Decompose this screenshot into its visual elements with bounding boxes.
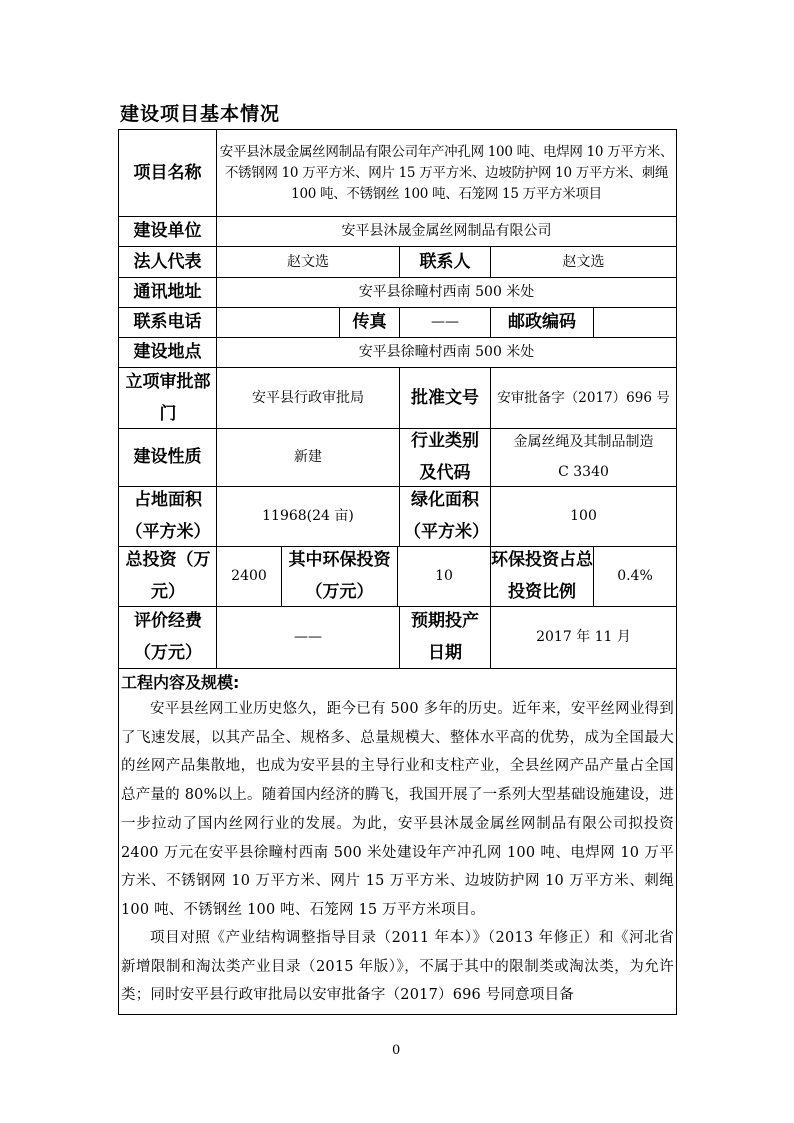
approval-no-value: 安审批备字（2017）696 号 bbox=[497, 389, 670, 406]
legal-rep-label: 法人代表 bbox=[133, 251, 202, 272]
nature-value: 新建 bbox=[294, 449, 322, 465]
project-info-table bbox=[118, 129, 677, 1015]
page-title: 建设项目基本情况 bbox=[120, 103, 281, 125]
prod-date-value: 2017 年 11 月 bbox=[536, 629, 631, 645]
nature-label: 建设性质 bbox=[133, 447, 202, 467]
legal-rep-value: 赵文选 bbox=[287, 253, 329, 270]
env-invest-value: 10 bbox=[435, 568, 453, 584]
section-title: 工程内容及规模: bbox=[121, 673, 240, 692]
address-value: 安平县徐疃村西南 500 米处 bbox=[358, 284, 535, 300]
industry-value bbox=[491, 428, 676, 486]
description-paragraph: 项目对照《产业结构调整指导目录（2011 年本）》（2013 年修正）和《河北省新增限制和淘汰类产业目录（2015 年版）》，不属于其中的限制类或淘汰类，为允许类；同时安平县行政审批局以安审批备字（2017）696 号同意项目备 bbox=[121, 930, 674, 1004]
page-number: 0 bbox=[392, 1043, 401, 1058]
eval-fee-label: 评价经费（万元） bbox=[134, 611, 202, 663]
postcode-label: 邮政编码 bbox=[508, 312, 576, 332]
contact-label: 联系人 bbox=[419, 251, 471, 272]
invest-label: 总投资（万元） bbox=[125, 550, 211, 602]
prod-date-label: 预期投产日期 bbox=[411, 611, 479, 663]
industry-code: C 3340 bbox=[558, 464, 609, 480]
approval-dept-value: 安平县行政审批局 bbox=[252, 389, 364, 406]
builder-label: 建设单位 bbox=[133, 221, 202, 241]
eval-fee-value: —— bbox=[294, 629, 322, 645]
project-name-value: 安平县沐晟金属丝网制品有限公司年产冲孔网 100 吨、电焊网 10 万平方米、不锈钢网 10 万平方米、网片 15 万平方米、边坡防护网 10 万平方米、刺绳 100 吨、不锈钢丝 100 吨、石笼网 15 万平方米项目 bbox=[219, 143, 674, 202]
env-ratio-value: 0.4% bbox=[617, 568, 653, 584]
industry-label: 行业类别及代码 bbox=[411, 431, 479, 483]
fax-value: —— bbox=[431, 314, 459, 330]
col-divider bbox=[399, 606, 400, 668]
green-label: 绿化面积（平方米） bbox=[404, 490, 489, 542]
site-value: 安平县徐疃村西南 500 米处 bbox=[358, 344, 535, 360]
phone-value bbox=[217, 307, 339, 337]
invest-value: 2400 bbox=[231, 568, 267, 584]
project-name-label: 项目名称 bbox=[133, 163, 202, 183]
approval-dept-label: 立项审批部门 bbox=[125, 371, 211, 424]
env-invest-label: 其中环保投资（万元） bbox=[288, 550, 391, 602]
area-value: 11968(24 亩) bbox=[262, 508, 354, 524]
area-label: 占地面积（平方米） bbox=[125, 490, 211, 542]
contact-value: 赵文选 bbox=[562, 253, 605, 270]
fax-label: 传真 bbox=[352, 312, 387, 332]
site-label: 建设地点 bbox=[133, 342, 202, 362]
phone-label: 联系电话 bbox=[133, 312, 202, 332]
address-label: 通讯地址 bbox=[133, 282, 202, 302]
approval-no-label: 批准文号 bbox=[411, 387, 479, 408]
description-paragraph: 安平县丝网工业历史悠久，距今已有 500 多年的历史。近年来，安平丝网业得到了飞速发展，以其产品全、规格多、总量规模大、整体水平高的优势，成为全国最大的丝网产品集散地，也成为安平县的主导行业和支柱产业，全县丝网产品产量占全国总产量的 80%以上。随着国内经济的腾飞，我国开展了一系列大型基础设施建设，进一步拉动了国内丝网行业的发展。为此，安平县沐晟金属丝网制品有限公司拟投资 2400 万元在安平县徐疃村西南 500 米处建设年产冲孔网 100 吨、电焊网 10 万平方米、不锈钢网 10 万平方米、网片 15 万平方米、边坡防护网 10 万平方米、刺绳 100 吨、不锈钢丝 100 吨、石笼网 15 万平方米项目。 bbox=[121, 701, 674, 918]
industry-name: 金属丝绳及其制品制造 bbox=[513, 434, 654, 450]
env-ratio-label: 环保投资占总投资比例 bbox=[491, 550, 593, 602]
postcode-value bbox=[594, 307, 676, 337]
builder-value: 安平县沐晟金属丝网制品有限公司 bbox=[341, 223, 552, 239]
green-value: 100 bbox=[570, 508, 597, 524]
